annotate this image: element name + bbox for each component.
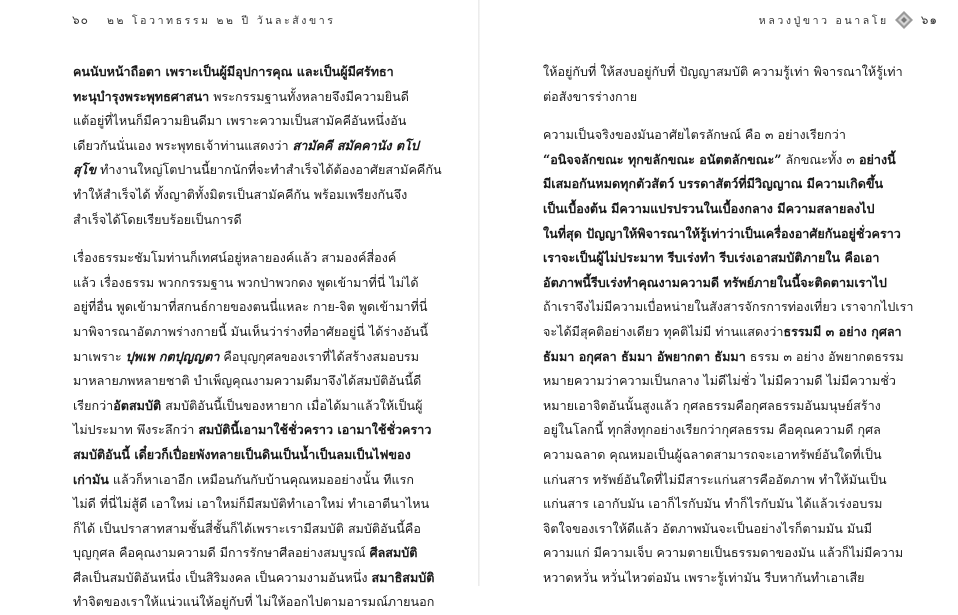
text-segment: แต้อยู่ที่ไหนก็มีความยินดีมา เพราะความเป็นสามัคคีอันหนึ่งอัน — [73, 113, 407, 129]
paragraph-gap — [543, 109, 914, 123]
text-line — [543, 246, 914, 271]
text-segment: หมายความว่าความเป็นกลาง ไม่ดีไม่ชั่ว ไม่มีความดี ไม่มีความชั่ว — [543, 373, 896, 389]
text-segment: ทำจิตของเราให้แน่วแน่ให้อยู่กับที่ ไม่ให้ออกไปตามอารมณ์ภายนอก — [73, 594, 435, 610]
text-line — [543, 295, 914, 320]
text-line — [73, 443, 442, 468]
text-segment: ลักขณะทั้ง ๓ — [781, 151, 859, 167]
text-line — [73, 208, 442, 233]
text-line — [543, 85, 914, 110]
text-line — [73, 134, 442, 159]
right-page-number: ๖๑ — [920, 12, 938, 27]
left-body-text — [73, 60, 442, 615]
text-line — [73, 468, 442, 493]
text-segment: สมบัติอันนี้เป็นของหายาก เมื่อได้มาแล้วให้เป็นผู้ — [161, 397, 423, 413]
text-segment: มาหลายภพหลายชาติ บำเพ็ญคุณงามความดีมาจึงได้สมบัติอันนี้ดี — [73, 373, 422, 389]
text-segment: จิตใจของเราให้ดีแล้ว อัตภาพมันจะเป็นอย่างไรก็ตามมัน มันมี — [543, 520, 873, 536]
text-line — [543, 468, 914, 493]
text-line — [73, 345, 442, 370]
text-line — [543, 345, 914, 370]
text-segment: เรียกว่า — [73, 397, 114, 413]
paragraph-gap — [73, 232, 442, 246]
text-segment: แล้วก็หาเอาอีก เหมือนกันกับบ้านคุณหมออย่างนั้น ทีแรก — [108, 471, 415, 487]
text-segment: อัตภาพนี้รีบเร่งทำคุณงามความดี ทรัพย์ภายในนี้จะติดตามเราไป — [543, 274, 887, 290]
text-segment: ปุพเพ กตปุญญตา — [125, 348, 220, 364]
left-page — [0, 0, 478, 610]
text-segment: ก็ได้ เป็นปราสาทสามชั้นสี่ชั้นก็ได้เพราะเรามีสมบัติ สมบัติอันนี้คือ — [73, 520, 421, 536]
text-line — [73, 418, 442, 443]
text-segment: สมบัตินี้เอามาใช้ชั่วคราว เอามาใช้ชั่วคราว — [198, 422, 432, 438]
text-line — [73, 541, 442, 566]
text-segment: อยู่ที่อื่น พูดเข้ามาที่สกนธ์กายของตนนี่แหละ กาย-จิต พูดเข้ามาที่นี่ — [73, 299, 428, 315]
text-segment: หวาดหวั่น หวั่นไหวต่อมัน เพราะรู้เท่ามัน รีบหากันทำเอาเสีย — [543, 569, 865, 585]
text-segment: “อนิจจลักขณะ ทุกขลักขณะ อนัตตลักขณะ” — [543, 151, 782, 167]
text-line — [73, 492, 442, 517]
text-line — [73, 60, 442, 85]
text-segment: ถ้าเราจึงไม่มีความเบื่อหน่ายในสังสารจักรการท่องเที่ยว เราจากไปเรา — [543, 299, 914, 315]
diamond-ornament-icon — [895, 11, 913, 29]
text-line — [543, 222, 914, 247]
text-segment: แล้ว เรื่องธรรม พวกกรรมฐาน พวกป่าพวกดง พูดเข้ามาที่นี่ ไม่ได้ — [73, 274, 419, 290]
text-segment: มาพิจารณาอัตภาพร่างกายนี้ มันเห็นว่าร่างที่อาศัยอยู่นี่ ได้ร่างอันนี้ — [73, 323, 429, 339]
text-segment: เป็นเบื้องต้น มีความแปรปรวนในเบื้องกลาง มีความสลายลงไป — [543, 200, 875, 216]
text-segment: ธรรม ๓ อย่าง อัพยากตธรรม — [745, 348, 904, 364]
text-segment: แก่นสาร เอากับมัน เอาก็ไรกับมัน ทำก็ไรกับมัน ได้แล้วเร่งอบรม — [543, 496, 883, 512]
text-segment: เดียวกันนั่นเอง พระพุทธเจ้าท่านแสดงว่า — [73, 137, 293, 153]
text-line — [73, 85, 442, 110]
text-segment: ความแก่ มีความเจ็บ ความตายเป็นธรรมดาของมัน แล้วก็ไม่มีความ — [543, 545, 904, 561]
text-line — [543, 492, 914, 517]
text-segment: เราจะเป็นผู้ไม่ประมาท รีบเร่งทำ รีบเร่งเอาสมบัติภายใน คือเอา — [543, 250, 880, 266]
text-segment: สำเร็จได้โดยเรียบร้อยเป็นการดี — [73, 211, 242, 227]
text-segment: จะได้มีสุคติอย่างเดียว ทุคติไม่มี ท่านแสดงว่า — [543, 323, 784, 339]
text-segment: ในที่สุด ปัญญาให้พิจารณาให้รู้เท่าว่าเป็นเครื่องอาศัยกันอยู่ชั่วคราว — [543, 225, 901, 241]
text-line — [543, 123, 914, 148]
text-segment: หมายเอาจิตอันนั้นสูงแล้ว กุศลธรรมคือกุศลธรรมอันมนุษย์สร้าง — [543, 397, 881, 413]
text-segment: สมบัติอันนี้ เดี๋ยวก็เปื่อยพังทลายเป็นดินเป็นน้ำเป็นลมเป็นไฟของ — [73, 446, 411, 462]
text-segment: ธัมมา อกุศลา ธัมมา อัพยากตา ธัมมา — [543, 348, 746, 364]
left-page-number: ๖๐ — [72, 12, 89, 27]
right-body-text — [543, 60, 914, 590]
text-segment: มีเสมอกันหมดทุกตัวสัตว์ บรรดาสัตว์ที่มีวิญญาณ มีความเกิดขึ้น — [543, 176, 884, 192]
text-line — [73, 590, 442, 615]
text-line — [543, 517, 914, 542]
text-line — [543, 271, 914, 296]
text-segment: แก่นสาร ทรัพย์อันใดที่ไม่มีสาระแก่นสารคืออัตภาพ ทำให้มันเป็น — [543, 471, 887, 487]
text-segment: คนนับหน้าถือตา เพราะเป็นผู้มีอุปการคุณ และเป็นผู้มีศรัทธา — [73, 64, 394, 79]
text-segment: เก่ามัน — [73, 471, 109, 487]
text-segment: ไม่ประมาท พึงระลึกว่า — [73, 422, 199, 438]
text-segment: ทะนุบำรุงพระพุทธศาสนา — [73, 88, 210, 104]
text-line — [543, 418, 914, 443]
text-segment: ศีลสมบัติ — [369, 545, 418, 561]
text-segment: ทำให้สำเร็จได้ ทั้งญาติทั้งมิตรเป็นสามัคคีกัน พร้อมเพรียงกันจึง — [73, 186, 408, 202]
text-line — [73, 183, 442, 208]
text-segment: อัตสมบัติ — [113, 397, 162, 413]
text-line — [543, 320, 914, 345]
text-segment: สุโข — [73, 162, 97, 178]
text-line — [73, 158, 442, 183]
right-running-title: หลวงปู่ขาว อนาลโย — [758, 14, 889, 27]
text-line — [73, 369, 442, 394]
text-line — [73, 246, 442, 271]
text-line — [543, 60, 914, 85]
text-line — [73, 394, 442, 419]
text-segment: ไม่ดี ที่นี่ไม่สู้ดี เอาใหม่ เอาใหม่ก็มีสมบัติทำเอาใหม่ ทำเอาตีนาไหน — [73, 496, 430, 512]
text-line — [543, 172, 914, 197]
text-segment: บุญกุศล คือคุณงามความดี มีการรักษาศีลอย่างสมบูรณ์ — [73, 545, 370, 561]
text-segment: ศีลเป็นสมบัติอันหนึ่ง เป็นสิริมงคล เป็นความงามอันหนึ่ง — [73, 569, 372, 585]
text-line — [543, 443, 914, 468]
text-line — [73, 517, 442, 542]
text-line — [543, 541, 914, 566]
text-line — [73, 295, 442, 320]
right-page — [480, 0, 958, 586]
left-running-title: ๒๒ โอวาทธรรม ๒๒ ปี วันละสังขาร — [106, 14, 336, 27]
text-segment: เรื่องธรรมะชัมโมท่านก็เทศน์อยู่หลายองค์แล้ว สามองค์สี่องค์ — [73, 250, 397, 266]
text-line — [73, 109, 442, 134]
text-segment: คือบุญกุศลของเราที่ได้สร้างสมอบรม — [219, 348, 420, 364]
text-line — [543, 369, 914, 394]
text-line — [543, 394, 914, 419]
text-segment: อยู่ในโลกนี้ ทุกสิ่งทุกอย่างเรียกว่ากุศลธรรม คือคุณความดี กุศล — [543, 422, 881, 438]
text-segment: ทำงานใหญ่โตปานนี้ยากนักที่จะทำสำเร็จได้ต้องอาศัยสามัคคีกัน — [96, 162, 442, 178]
text-segment: ความฉลาด คุณหมอเป็นผู้ฉลาดสามารถจะเอาทรัพย์อันใดที่เป็น — [543, 446, 882, 462]
text-segment: สมาธิสมบัติ — [371, 569, 435, 585]
text-line — [543, 148, 914, 173]
text-segment: ความเป็นจริงของมันอาศัยไตรลักษณ์ คือ ๓ อย่างเรียกว่า — [543, 127, 846, 143]
text-segment: พระกรรมฐานทั้งหลายจึงมีความยินดี — [209, 88, 409, 104]
left-running-header — [72, 11, 336, 29]
text-segment: สามัคคี สมัคคานัง ตโป — [292, 137, 419, 153]
text-line — [543, 566, 914, 591]
text-segment: ให้อยู่กับที่ ให้สงบอยู่กับที่ ปัญญาสมบัติ ความรู้เท่า พิจารณาให้รู้เท่า — [543, 64, 903, 79]
text-line — [73, 320, 442, 345]
text-segment: อย่างนี้ — [858, 151, 896, 167]
right-running-header — [759, 11, 938, 29]
text-segment: ธรรมมี ๓ อย่าง กุศลา — [783, 323, 902, 339]
text-segment: มาเพราะ — [73, 348, 126, 364]
text-line — [73, 566, 442, 591]
text-segment: ต่อสังขารร่างกาย — [543, 88, 638, 104]
text-line — [543, 197, 914, 222]
text-line — [73, 271, 442, 296]
